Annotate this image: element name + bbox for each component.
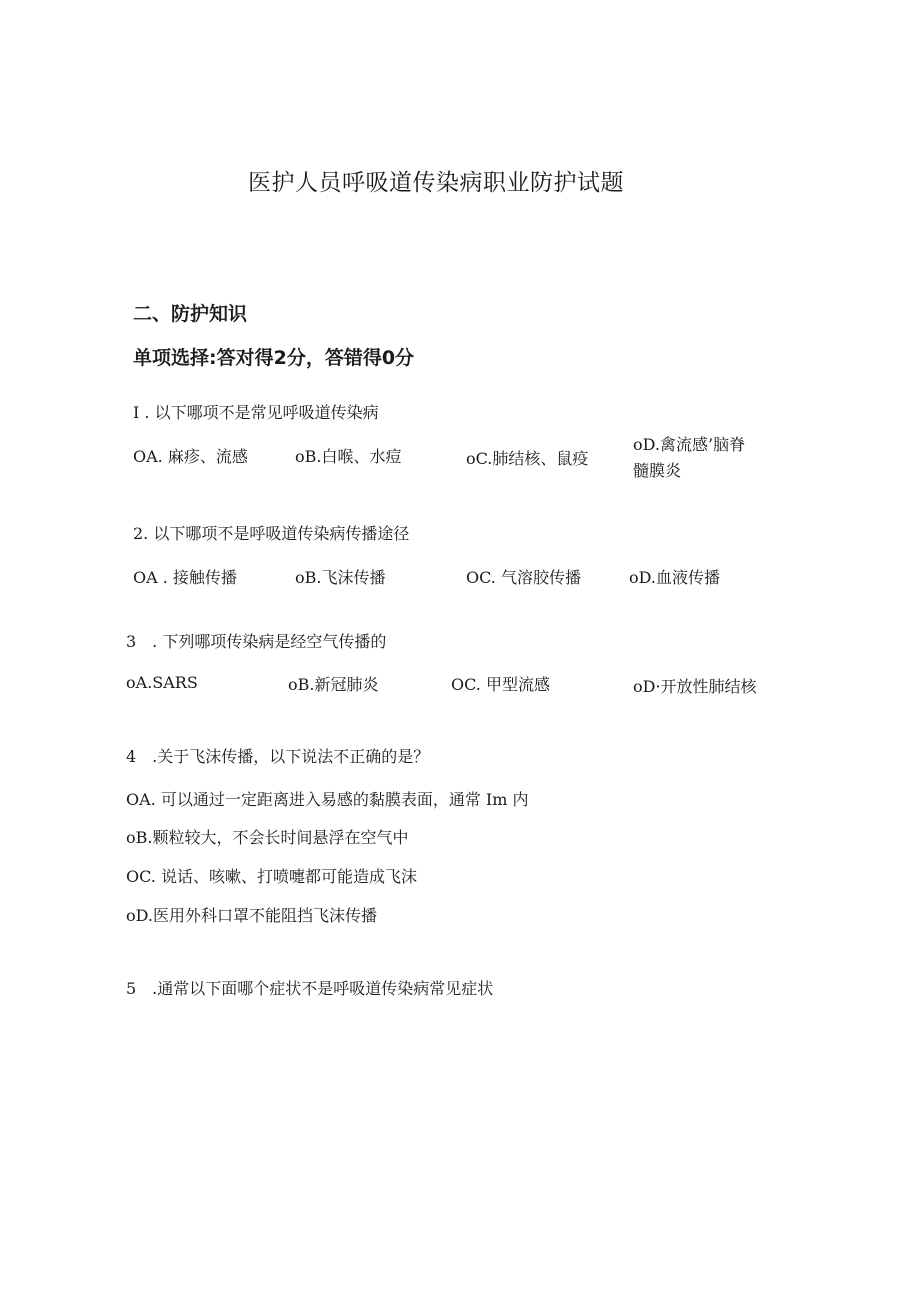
question-1-option-d[interactable]: oD.禽流感’脑脊 [633,435,746,454]
instruction-line: 单项选择:答对得2分，答错得0分 [133,347,415,369]
question-3-option-b[interactable]: oB.新冠肺炎 [288,675,379,694]
question-1-option-b[interactable]: oB.白喉、水痘 [295,447,402,466]
question-1-option-c[interactable]: oC.肺结核、鼠疫 [466,449,589,468]
question-1-option-a[interactable]: OA. 麻疹、流感 [133,447,248,466]
question-4-option-a[interactable]: OA. 可以通过一定距离进入易感的黏膜表面，通常 Im 内 [126,790,529,809]
question-4-stem: 4 .关于飞沫传播，以下说法不正确的是？ [126,747,430,766]
question-3-option-a[interactable]: oA.SARS [126,673,198,692]
question-2-stem: 2. 以下哪项不是呼吸道传染病传播途径 [133,524,410,543]
question-2-option-c[interactable]: OC. 气溶胶传播 [466,568,581,587]
page-title: 医护人员呼吸道传染病职业防护试题 [248,170,624,196]
question-2-option-a[interactable]: OA . 接触传播 [133,568,237,587]
question-3-option-c[interactable]: OC. 甲型流感 [451,675,550,694]
question-5-stem: 5 .通常以下面哪个症状不是呼吸道传染病常见症状 [126,979,494,998]
question-4-option-b[interactable]: oB.颗粒较大，不会长时间悬浮在空气中 [126,828,409,847]
question-3-option-d[interactable]: oD·开放性肺结核 [633,677,757,696]
question-2-option-b[interactable]: oB.飞沫传播 [295,568,386,587]
question-3-stem: 3 . 下列哪项传染病是经空气传播的 [126,632,387,651]
question-4-option-d[interactable]: oD.医用外科口罩不能阻挡飞沫传播 [126,906,377,925]
section-heading: 二、防护知识 [133,303,248,325]
question-1-stem: I . 以下哪项不是常见呼吸道传染病 [133,403,379,422]
question-2-option-d[interactable]: oD.血液传播 [629,568,720,587]
question-1-option-d-continued: 髓膜炎 [633,461,682,480]
question-4-option-c[interactable]: OC. 说话、咳嗽、打喷嚏都可能造成飞沫 [126,867,417,886]
